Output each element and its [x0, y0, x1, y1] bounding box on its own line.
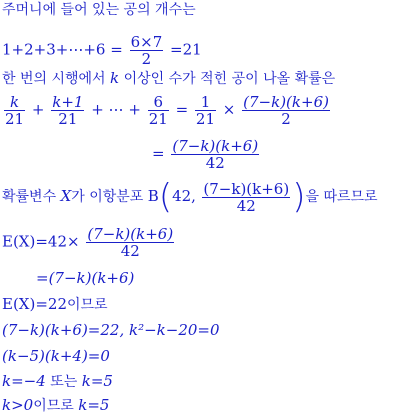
frac-k-21	[4, 94, 25, 127]
binomial-pre: 확률변수	[2, 189, 57, 205]
plus-sign: +	[31, 100, 45, 119]
equation-2: k²−k−20=0	[129, 321, 220, 339]
line-roots	[2, 373, 113, 390]
sum-eq: =	[110, 40, 123, 59]
frac-expect-den: 42	[120, 242, 140, 260]
frac-product-num: (7−k)(k+6)	[243, 93, 329, 111]
line-binomial	[2, 177, 378, 217]
prob-intro-k: k	[110, 69, 120, 87]
sum-den: 2	[141, 50, 152, 68]
ellipsis: + ⋯ +	[91, 100, 141, 119]
binomial-args: 42,	[172, 187, 196, 205]
binomial-X: X	[60, 187, 72, 205]
binomial-close-paren: )	[292, 177, 306, 217]
line-probability-intro	[2, 70, 335, 87]
frac-expect	[86, 226, 174, 259]
prob-intro-pre: 한 번의 시행에서	[2, 71, 106, 87]
line-expectation-simplified: =(7−k)(k+6)	[36, 269, 135, 287]
frac-product-den: 2	[281, 110, 291, 128]
frac-6-num: 6	[148, 94, 169, 111]
result-eq: =	[152, 144, 165, 163]
line-sum	[2, 34, 202, 67]
sum-lhs: 1+2+3+⋯+6	[2, 40, 106, 59]
line-probability-result	[152, 138, 261, 171]
conclusion-cond: k>0	[2, 396, 34, 414]
frac-product-2	[242, 94, 330, 127]
frac-result	[171, 138, 259, 171]
expect-lhs: E(X)	[2, 232, 36, 251]
frac-1-num: 1	[195, 94, 216, 111]
roots-or: 또는	[50, 374, 78, 390]
conclusion-text: 이므로	[33, 398, 74, 414]
frac-binomial	[202, 181, 290, 214]
line-factored: (k−5)(k+4)=0	[2, 347, 110, 365]
line-expectation-value	[2, 296, 108, 313]
root-a: k=−4	[2, 372, 46, 390]
line-probability-sum	[2, 94, 332, 127]
prob-intro-post: 이상인 수가 적힌 공이 나올 확률은	[123, 71, 336, 87]
frac-binomial-num: (7−k)(k+6)	[203, 179, 290, 198]
line-count-intro: 주머니에 들어 있는 공의 개수는	[2, 2, 196, 18]
frac-k-num: k	[4, 94, 25, 111]
frac-expect-num: (7−k)(k+6)	[87, 225, 174, 243]
frac-6-21	[148, 94, 169, 127]
binomial-mid: 가 이항분포	[71, 189, 144, 205]
conclusion-result: k=5	[78, 396, 110, 414]
line-equation	[2, 322, 220, 338]
frac-1-21	[195, 94, 216, 127]
expect-value-math: E(X)=22	[2, 295, 67, 313]
frac-6-den: 21	[148, 110, 168, 128]
frac-result-den: 42	[205, 154, 225, 172]
times-sign: ×	[222, 100, 236, 119]
sum-fraction	[130, 34, 164, 67]
expect-value-text: 이므로	[67, 297, 108, 313]
line-conclusion	[2, 397, 109, 414]
frac-binomial-den: 42	[236, 196, 256, 215]
frac-k1-num: k+1	[52, 93, 84, 111]
frac-k-den: 21	[5, 110, 25, 128]
line-expectation	[2, 226, 176, 259]
binomial-post: 을 따르므로	[305, 189, 378, 205]
equation-1: (7−k)(k+6)=22,	[2, 321, 125, 339]
root-b: k=5	[81, 372, 113, 390]
sum-num: 6×7	[130, 33, 163, 51]
binomial-open-paren: (	[158, 177, 173, 217]
frac-1-den: 21	[195, 110, 216, 128]
frac-k1-21	[51, 94, 84, 127]
binomial-B: B	[147, 187, 159, 205]
sum-rhs: =21	[170, 40, 202, 59]
frac-result-num: (7−k)(k+6)	[172, 137, 259, 155]
eq-sign: =	[175, 100, 189, 119]
expect-eq: =42×	[35, 232, 80, 251]
frac-k1-den: 21	[58, 110, 78, 128]
